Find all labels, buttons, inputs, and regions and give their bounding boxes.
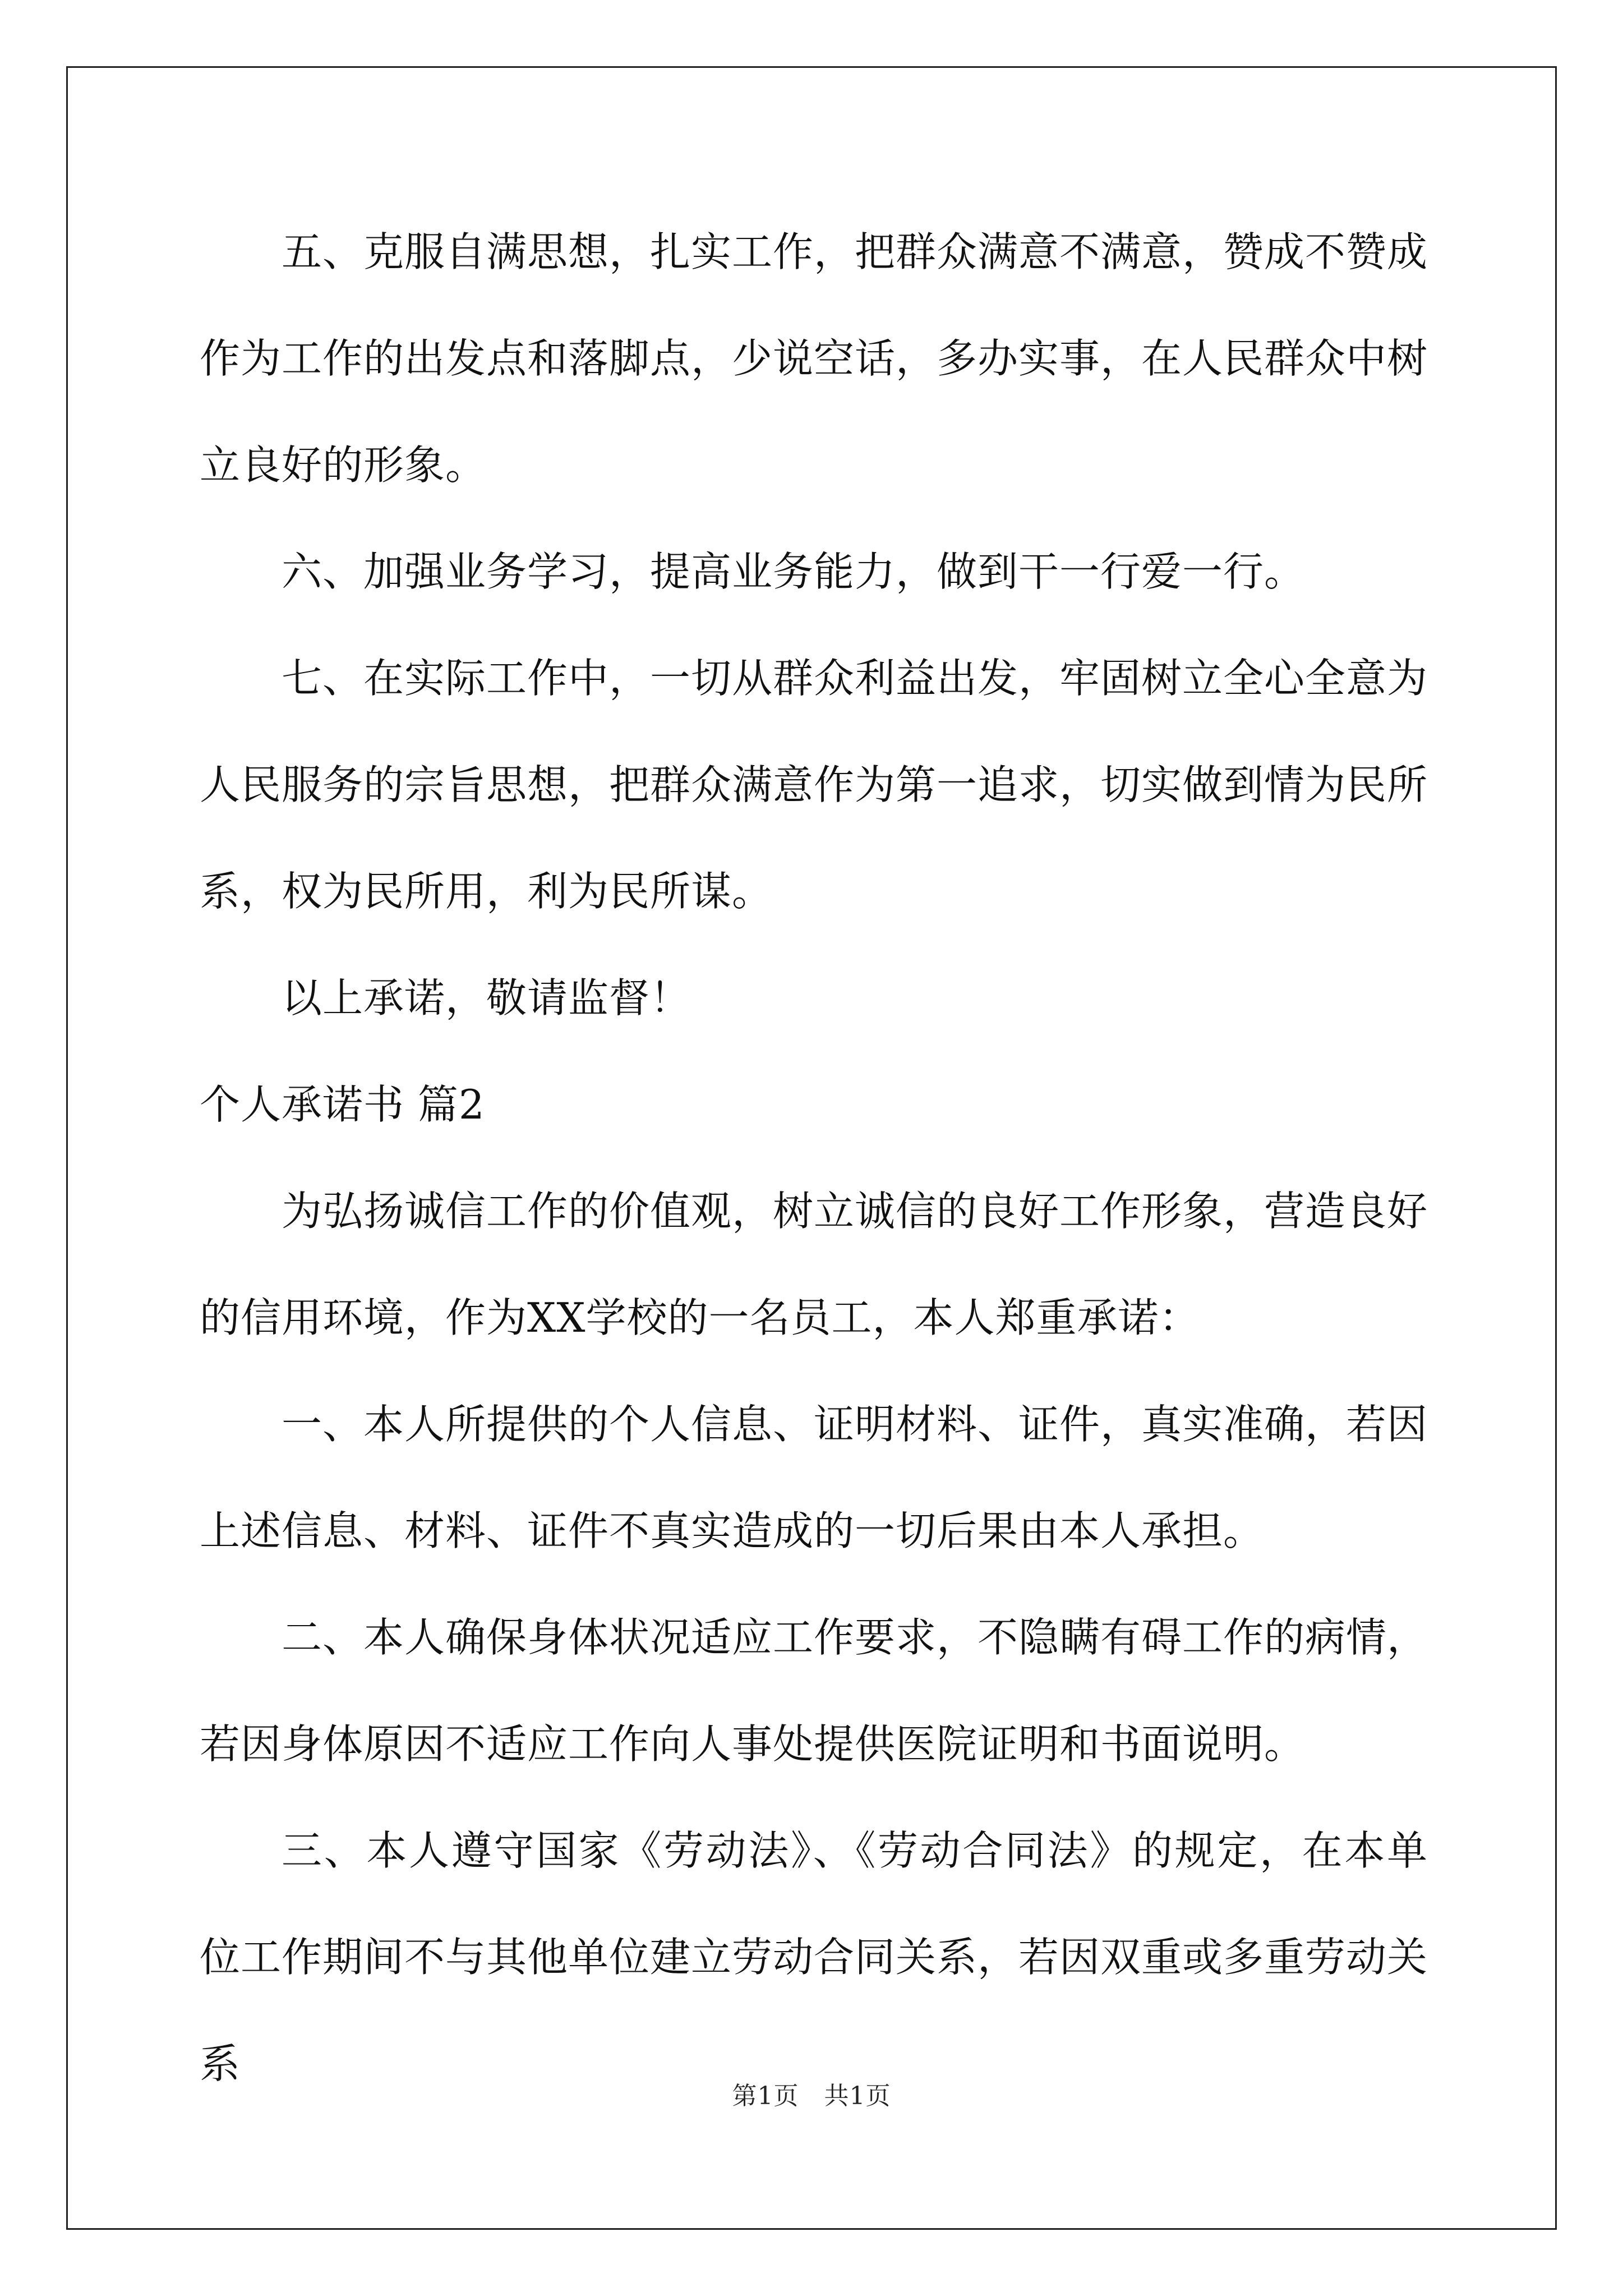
paragraph-intro: 为弘扬诚信工作的价值观，树立诚信的良好工作形象，营造良好的信用环境，作为XX学校的一名员工，本人郑重承诺： bbox=[200, 1188, 1428, 1341]
paragraph-closing: 以上承诺，敬请监督！ bbox=[282, 974, 691, 1022]
paragraph-item-1: 一、本人所提供的个人信息、证明材料、证件，真实准确，若因上述信息、材料、证件不真实造成的一切后果由本人承担。 bbox=[200, 1401, 1428, 1554]
paragraph-item-7: 七、在实际工作中，一切从群众利益出发，牢固树立全心全意为人民服务的宗旨思想，把群众满意作为第一追求，切实做到情为民所系，权为民所用，利为民所谋。 bbox=[200, 655, 1428, 915]
paragraph-item-5: 五、克服自满思想，扎实工作，把群众满意不满意，赞成不赞成作为工作的出发点和落脚点，少说空话，多办实事，在人民群众中树立良好的形象。 bbox=[200, 228, 1428, 489]
paragraph-item-6: 六、加强业务学习，提高业务能力，做到干一行爱一行。 bbox=[282, 548, 1306, 595]
paragraph-item-2: 二、本人确保身体状况适应工作要求，不隐瞒有碍工作的病情，若因身体原因不适应工作向人事处提供医院证明和书面说明。 bbox=[200, 1614, 1428, 1768]
paragraph-item-3: 三、本人遵守国家《劳动法》、《劳动合同法》的规定，在本单位工作期间不与其他单位建立劳动合同关系，若因双重或多重劳动关系 bbox=[200, 1827, 1428, 2087]
section-title: 个人承诺书 篇2 bbox=[200, 1081, 485, 1128]
page-footer: 第1页 共1页 bbox=[732, 2082, 891, 2110]
